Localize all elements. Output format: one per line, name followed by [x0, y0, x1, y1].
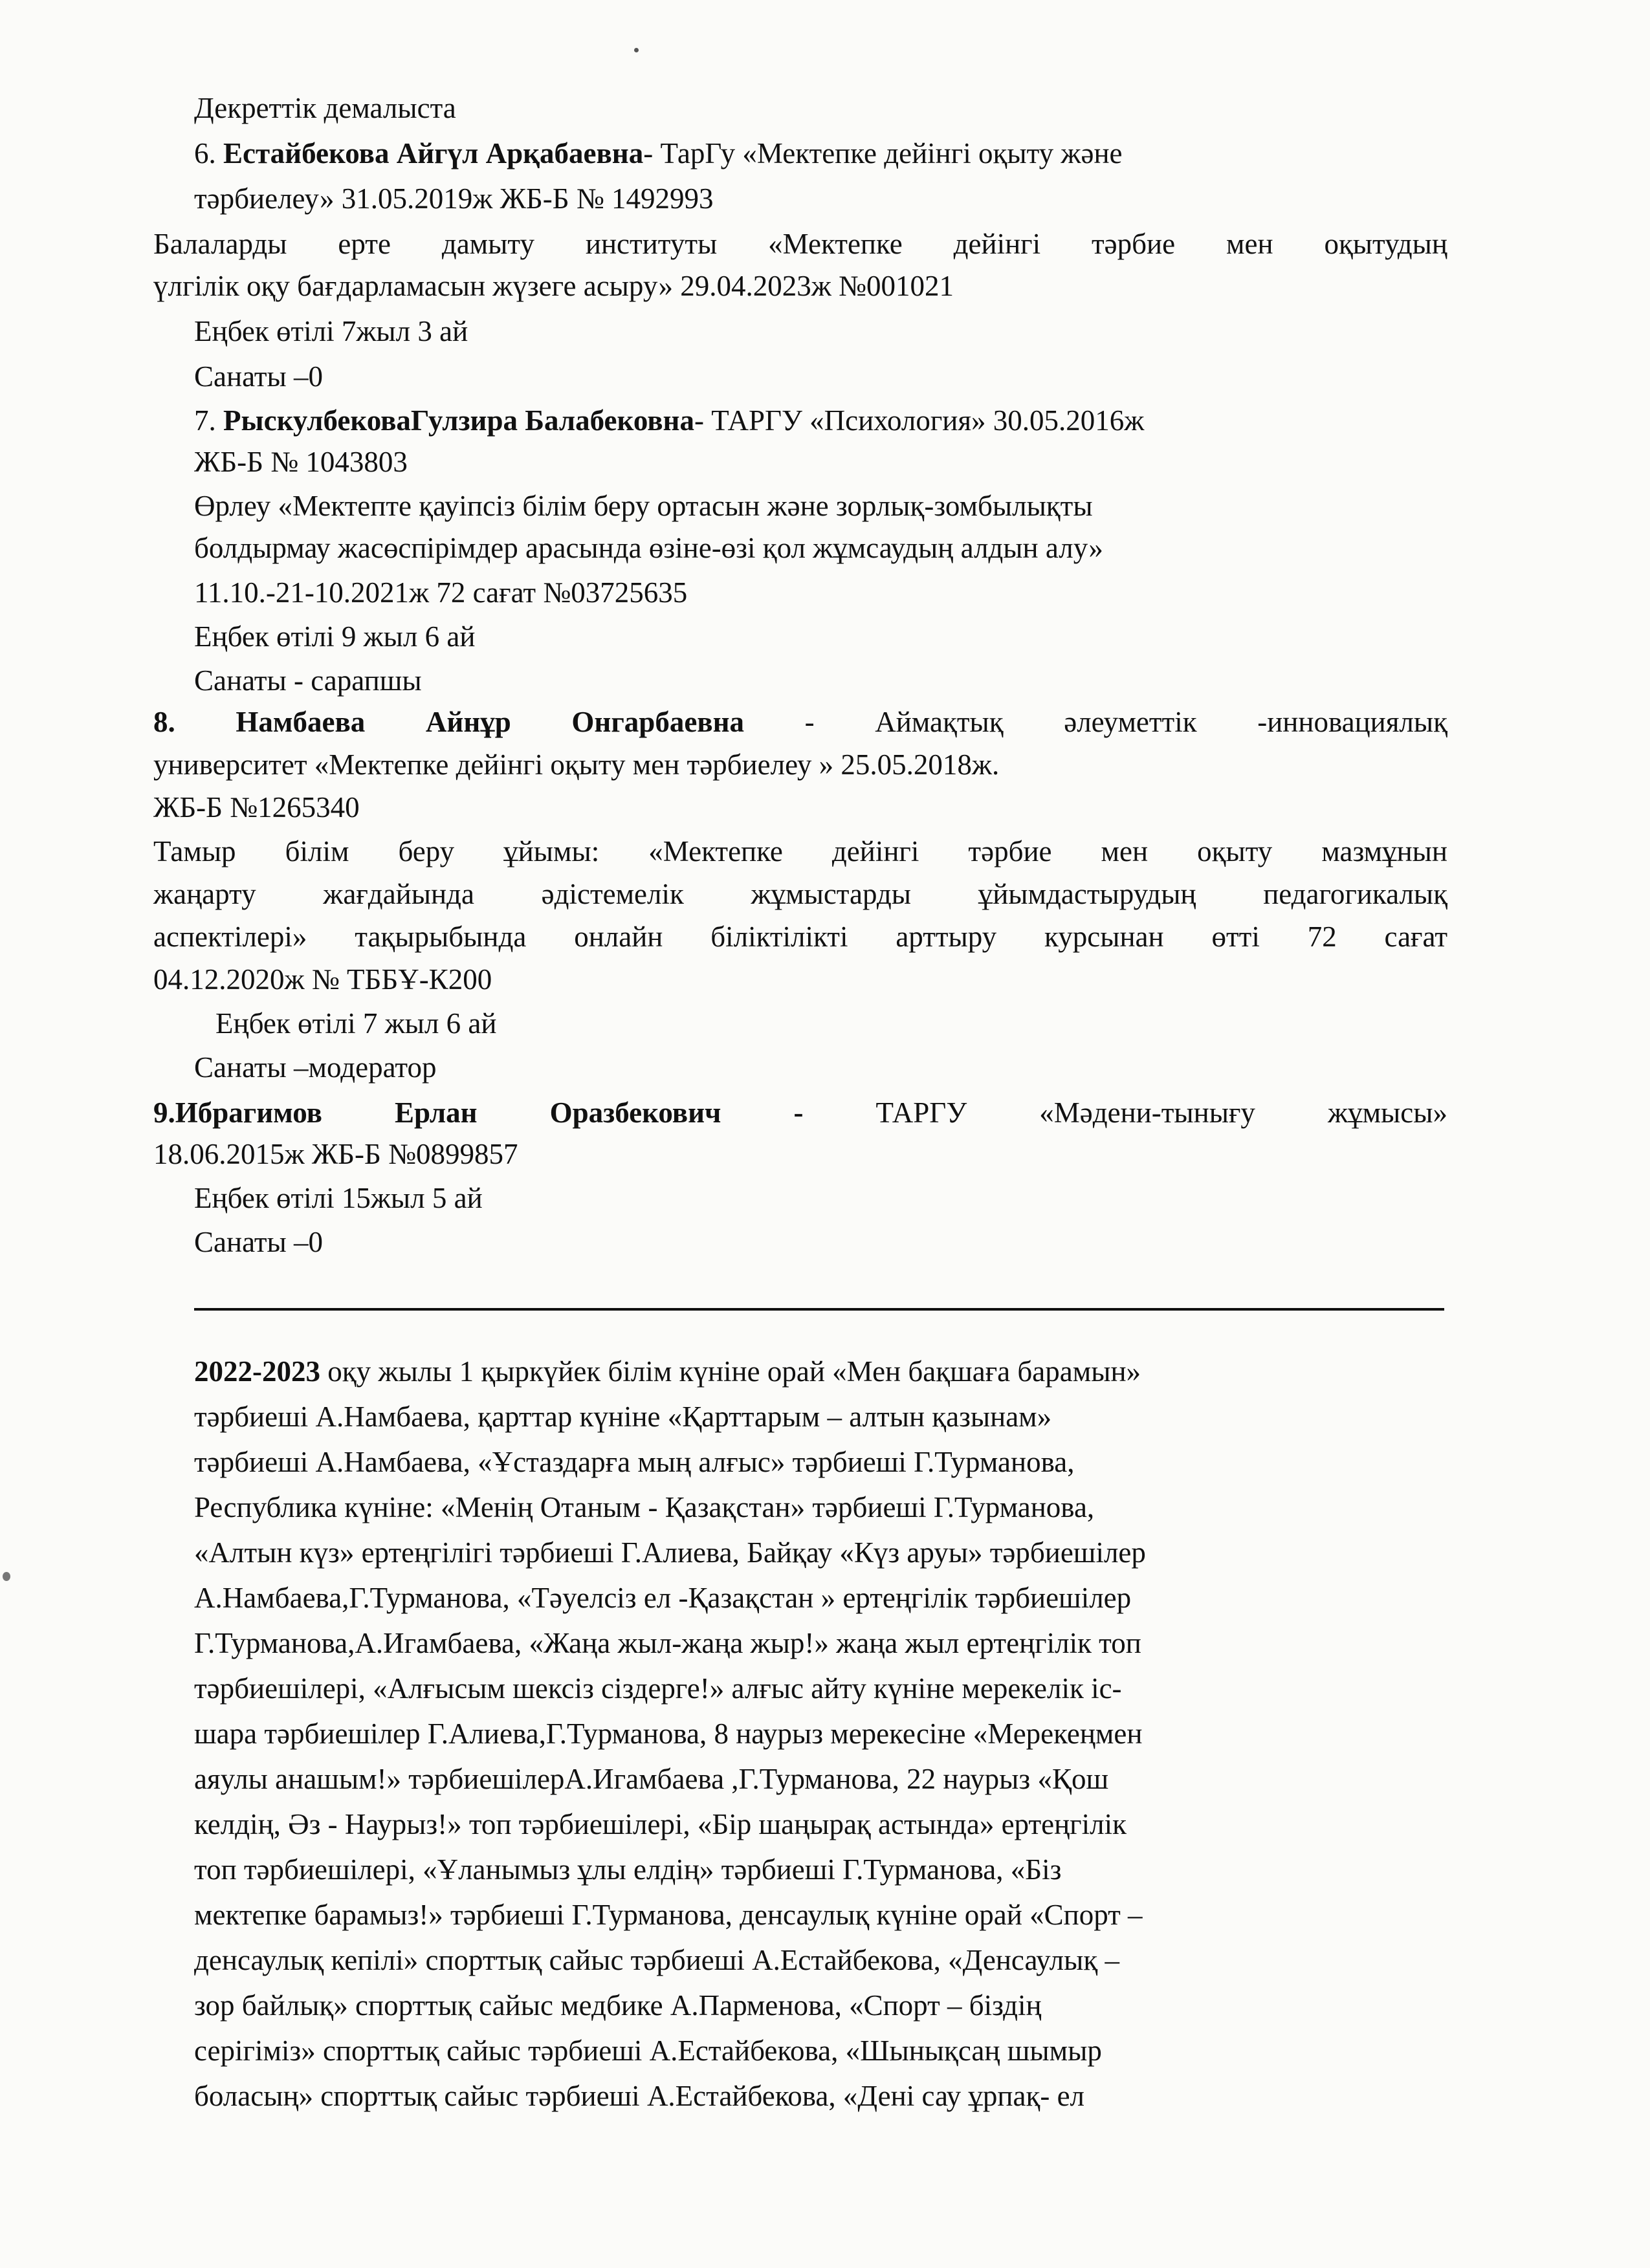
staff-education: ТарГу «Мектепке дейінгі оқыту және — [660, 137, 1123, 169]
staff-6-course-cont: үлгілік оқу бағдарламасын жүзеге асыру» 29.04.2023ж №001021 — [153, 270, 954, 302]
staff-number: 8. — [153, 706, 236, 738]
events-line: Г.Турманова,А.Игамбаева, «Жаңа жыл-жаңа жыр!» жаңа жыл ертеңгілік топ — [194, 1627, 1141, 1659]
staff-6-category: Санаты –0 — [194, 360, 324, 393]
events-line: тәрбиешілері, «Алғысым шексіз сіздерге!» алғыс айту күніне мерекелік іс- — [194, 1672, 1122, 1705]
staff-name: РыскулбековаГулзира Балабековна — [223, 404, 694, 437]
staff-7-course: Өрлеу «Мектепте қауіпсіз білім беру ортасын және зорлық-зомбылықты — [194, 490, 1093, 522]
decree-line: Декреттік демалыста — [194, 92, 456, 124]
staff-8-education-cont: университет «Мектепке дейінгі оқыту мен тәрбиелеу » 25.05.2018ж. — [153, 748, 1000, 781]
events-line: Республика күніне: «Менің Отаным - Қазақстан» тәрбиеші Г.Турманова, — [194, 1491, 1095, 1523]
staff-education: Аймақтық әлеуметтік -инновациялық — [875, 706, 1447, 738]
staff-name: Естайбекова Айгүл Арқабаевна — [223, 137, 644, 169]
staff-7-category: Санаты - сарапшы — [194, 664, 422, 697]
scan-speck — [3, 1572, 10, 1581]
events-line: топ тәрбиешілері, «Ұланымыз ұлы елдің» тәрбиеші Г.Турманова, «Біз — [194, 1853, 1062, 1886]
events-line: А.Намбаева,Г.Турманова, «Тәуелсіз ел -Қазақстан » ертеңгілік тәрбиешілер — [194, 1582, 1132, 1614]
horizontal-rule — [194, 1308, 1444, 1311]
staff-6-header — [194, 134, 1123, 173]
staff-8-category: Санаты –модератор — [194, 1051, 437, 1084]
staff-8-course-cont-2: аспектілері» тақырыбында онлайн біліктілікті арттыру курсынан өтті 72 сағат — [153, 921, 1447, 953]
scan-speck — [634, 48, 639, 52]
staff-8-experience: Еңбек өтілі 7 жыл 6 ай — [215, 1007, 497, 1040]
staff-6-education-cont: тәрбиелеу» 31.05.2019ж ЖБ-Б № 1492993 — [194, 182, 714, 215]
staff-7-header — [194, 401, 1144, 440]
events-line: мектепке барамыз!» тәрбиеші Г.Турманова, денсаулық күніне орай «Спорт – — [194, 1899, 1143, 1931]
staff-number: 6. — [194, 137, 223, 169]
staff-9-experience: Еңбек өтілі 15жыл 5 ай — [194, 1182, 483, 1214]
staff-name: Ибрагимов Ерлан Оразбекович — [175, 1096, 721, 1129]
staff-8-diploma: ЖБ-Б №1265340 — [153, 791, 360, 823]
events-line: боласың» спорттық сайыс тәрбиеші А.Естайбекова, «Дені сау ұрпақ- ел — [194, 2080, 1084, 2112]
staff-dash: - — [744, 706, 875, 738]
staff-8-course-cont: жаңарту жағдайында әдістемелік жұмыстарды ұйымдастырудың педагогикалық — [153, 878, 1447, 910]
staff-9-education-cont: 18.06.2015ж ЖБ-Б №0899857 — [153, 1138, 518, 1170]
staff-7-education-cont: ЖБ-Б № 1043803 — [194, 446, 408, 478]
staff-7-course-date: 11.10.-21-10.2021ж 72 сағат №03725635 — [194, 576, 688, 609]
staff-number: 7. — [194, 404, 223, 437]
staff-9-category: Санаты –0 — [194, 1226, 324, 1258]
staff-6-course: Балаларды ерте дамыту институты «Мектепке дейінгі тәрбие мен оқытудың — [153, 228, 1447, 260]
staff-number: 9. — [153, 1096, 175, 1129]
staff-dash: - — [721, 1096, 876, 1129]
events-line: аяулы анашым!» тәрбиешілерА.Игамбаева ,Г.Турманова, 22 наурыз «Қош — [194, 1763, 1109, 1795]
staff-8-course-date: 04.12.2020ж № ТББҰ-К200 — [153, 963, 492, 996]
school-year: 2022-2023 — [194, 1355, 320, 1388]
events-line: «Алтын күз» ертеңгілігі тәрбиеші Г.Алиева, Байқау «Күз аруы» тәрбиешілер — [194, 1536, 1146, 1569]
staff-9-header — [153, 1093, 1447, 1132]
staff-8-course: Тамыр білім беру ұйымы: «Мектепке дейінгі тәрбие мен оқыту мазмұнын — [153, 835, 1447, 867]
staff-dash: - — [643, 137, 661, 169]
staff-dash: - — [694, 404, 712, 437]
staff-name: Намбаева Айнұр Онгарбаевна — [236, 706, 745, 738]
events-line: серігіміз» спорттық сайыс тәрбиеші А.Естайбекова, «Шынықсаң шымыр — [194, 2034, 1102, 2067]
events-line: тәрбиеші А.Намбаева, «Ұстаздарға мың алғыс» тәрбиеші Г.Турманова, — [194, 1446, 1075, 1478]
staff-education: ТАРГУ «Психология» 30.05.2016ж — [711, 404, 1145, 437]
staff-7-experience: Еңбек өтілі 9 жыл 6 ай — [194, 620, 476, 653]
events-line: тәрбиеші А.Намбаева, қарттар күніне «Қарттарым – алтын қазынам» — [194, 1401, 1052, 1433]
staff-6-experience: Еңбек өтілі 7жыл 3 ай — [194, 315, 468, 347]
staff-7-course-cont: болдырмау жасөспірімдер арасында өзіне-өзі қол жұмсаудың алдын алу» — [194, 532, 1103, 564]
events-line: шара тәрбиешілер Г.Алиева,Г.Турманова, 8 наурыз мерекесіне «Мерекеңмен — [194, 1717, 1143, 1750]
events-line: зор байлық» спорттық сайыс медбике А.Парменова, «Спорт – біздің — [194, 1989, 1042, 2022]
events-line: 2022-2023 оқу жылы 1 қыркүйек білім күніне орай «Мен бақшаға барамын» — [194, 1355, 1141, 1388]
staff-education: ТАРГУ «Мәдени-тынығу жұмысы» — [875, 1096, 1447, 1129]
staff-8-header — [153, 703, 1447, 741]
events-line: келдің, Әз - Наурыз!» топ тәрбиешілері, «Бір шаңырақ астында» ертеңгілік — [194, 1808, 1127, 1840]
events-line: денсаулық кепілі» спорттық сайыс тәрбиеші А.Естайбекова, «Денсаулық – — [194, 1944, 1119, 1976]
